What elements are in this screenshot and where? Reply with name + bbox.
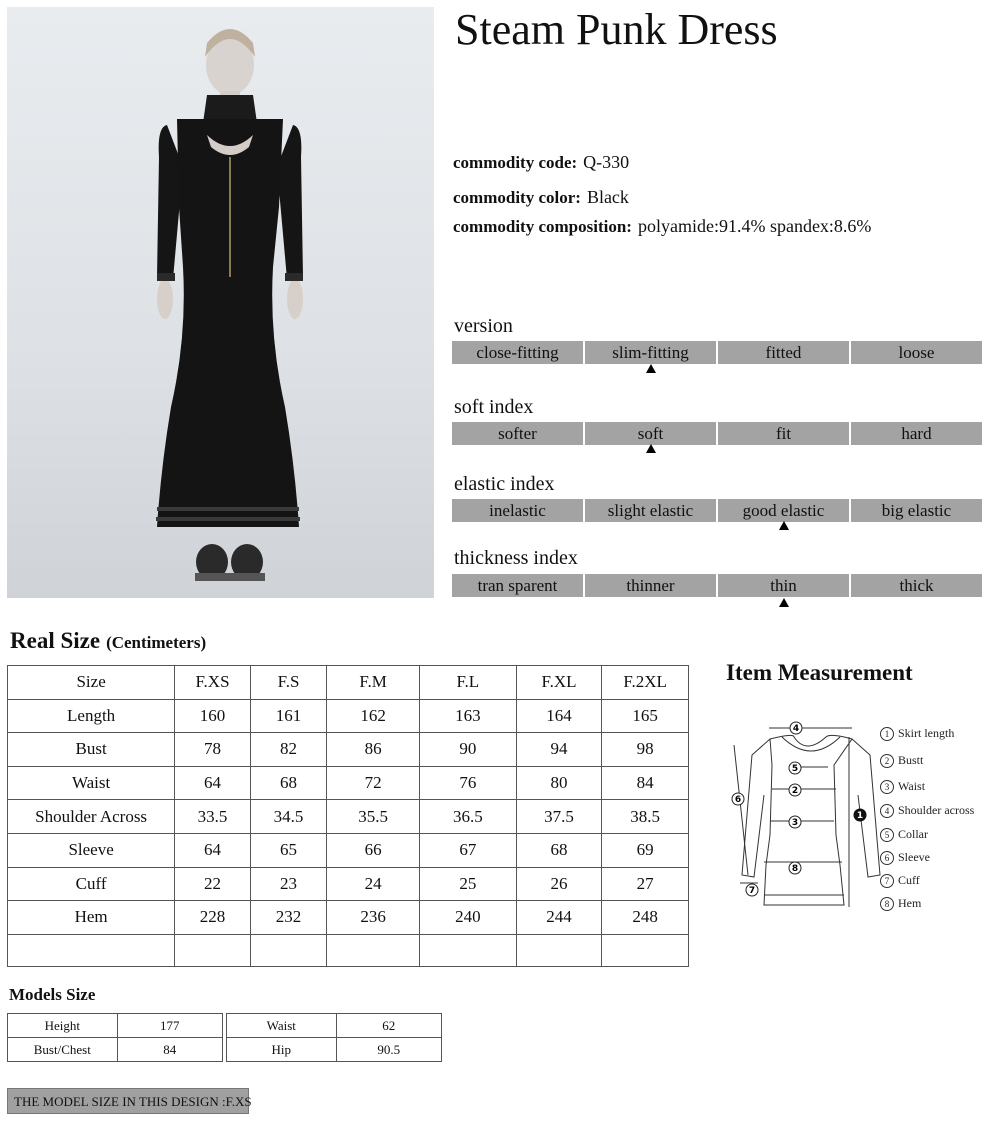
table-cell: 232 bbox=[250, 901, 327, 935]
spec-value: Black bbox=[586, 187, 629, 207]
index-label: elastic index bbox=[454, 473, 555, 495]
table-cell: Sleeve bbox=[8, 833, 175, 867]
product-photo bbox=[7, 7, 434, 598]
index-label: soft index bbox=[454, 396, 534, 418]
table-cell: Bust bbox=[8, 733, 175, 767]
table-cell: 94 bbox=[516, 733, 602, 767]
table-cell: 228 bbox=[175, 901, 251, 935]
legend-number: 3 bbox=[880, 780, 894, 794]
table-row bbox=[8, 833, 689, 867]
table-row bbox=[8, 1038, 223, 1062]
models-table-left bbox=[7, 1013, 223, 1062]
item-measurement-title: Item Measurement bbox=[726, 660, 913, 685]
table-cell: 62 bbox=[336, 1014, 442, 1038]
legend-item bbox=[880, 753, 923, 768]
index-option: thin bbox=[718, 574, 849, 597]
index-option: slight elastic bbox=[585, 499, 716, 522]
real-size-unit: (Centimeters) bbox=[106, 633, 207, 652]
size-table bbox=[7, 665, 689, 967]
legend-number: 6 bbox=[880, 851, 894, 865]
table-cell: 163 bbox=[419, 699, 516, 733]
table-cell: 23 bbox=[250, 867, 327, 901]
svg-text:7: 7 bbox=[748, 886, 756, 896]
table-cell: 90 bbox=[419, 733, 516, 767]
table-cell: 90.5 bbox=[336, 1038, 442, 1062]
index-scale-row bbox=[452, 574, 982, 597]
selected-marker-icon bbox=[646, 444, 656, 453]
table-row bbox=[227, 1014, 442, 1038]
legend-item bbox=[880, 827, 928, 842]
table-cell: 37.5 bbox=[516, 800, 602, 834]
table-cell: 161 bbox=[250, 699, 327, 733]
legend-item bbox=[880, 803, 974, 818]
table-cell: 244 bbox=[516, 901, 602, 935]
spec-code bbox=[453, 152, 629, 173]
table-cell: 27 bbox=[602, 867, 689, 901]
table-cell: 240 bbox=[419, 901, 516, 935]
table-cell-empty bbox=[516, 934, 602, 966]
table-cell: Waist bbox=[227, 1014, 337, 1038]
index-option: thinner bbox=[585, 574, 716, 597]
table-cell: F.XS bbox=[175, 666, 251, 700]
svg-text:6: 6 bbox=[734, 795, 742, 805]
table-cell: F.M bbox=[327, 666, 420, 700]
legend-item bbox=[880, 850, 930, 865]
table-row bbox=[8, 733, 689, 767]
index-option: big elastic bbox=[851, 499, 982, 522]
dress-model-illustration bbox=[7, 7, 434, 598]
index-option: thick bbox=[851, 574, 982, 597]
table-cell: 162 bbox=[327, 699, 420, 733]
legend-label: Skirt length bbox=[898, 726, 955, 740]
table-row bbox=[8, 901, 689, 935]
table-row bbox=[8, 699, 689, 733]
index-scale-row bbox=[452, 422, 982, 445]
table-cell: Size bbox=[8, 666, 175, 700]
table-cell: 25 bbox=[419, 867, 516, 901]
table-cell: 82 bbox=[250, 733, 327, 767]
svg-text:1: 1 bbox=[856, 811, 864, 821]
table-row-empty bbox=[8, 934, 689, 966]
legend-item bbox=[880, 873, 920, 888]
spec-label: commodity color: bbox=[453, 188, 581, 207]
table-cell: Cuff bbox=[8, 867, 175, 901]
table-cell: 76 bbox=[419, 766, 516, 800]
svg-text:8: 8 bbox=[791, 864, 799, 874]
legend-label: Collar bbox=[898, 827, 928, 841]
legend-label: Sleeve bbox=[898, 850, 930, 864]
table-cell: F.2XL bbox=[602, 666, 689, 700]
table-cell: Hem bbox=[8, 901, 175, 935]
table-cell: 177 bbox=[117, 1014, 222, 1038]
table-cell: Waist bbox=[8, 766, 175, 800]
legend-label: Waist bbox=[898, 779, 926, 793]
index-option: tran sparent bbox=[452, 574, 583, 597]
table-cell: 38.5 bbox=[602, 800, 689, 834]
legend-label: Cuff bbox=[898, 873, 920, 887]
legend-number: 5 bbox=[880, 828, 894, 842]
index-option: good elastic bbox=[718, 499, 849, 522]
table-row bbox=[8, 800, 689, 834]
table-cell: 22 bbox=[175, 867, 251, 901]
table-cell: F.L bbox=[419, 666, 516, 700]
legend-number: 2 bbox=[880, 754, 894, 768]
svg-text:4: 4 bbox=[792, 724, 800, 734]
index-option: softer bbox=[452, 422, 583, 445]
legend-label: Bustt bbox=[898, 753, 924, 767]
table-cell: 248 bbox=[602, 901, 689, 935]
index-label: thickness index bbox=[454, 547, 578, 569]
legend-number: 7 bbox=[880, 874, 894, 888]
index-label: version bbox=[454, 315, 513, 337]
real-size-title bbox=[10, 628, 206, 654]
legend-item bbox=[880, 779, 925, 794]
index-option: close-fitting bbox=[452, 341, 583, 364]
legend-number: 8 bbox=[880, 897, 894, 911]
spec-color bbox=[453, 187, 629, 208]
svg-text:3: 3 bbox=[791, 818, 799, 828]
legend-number: 4 bbox=[880, 804, 894, 818]
table-cell-empty bbox=[250, 934, 327, 966]
table-cell: 84 bbox=[117, 1038, 222, 1062]
spec-label: commodity code: bbox=[453, 153, 578, 172]
table-row bbox=[8, 1014, 223, 1038]
index-scale-row bbox=[452, 341, 982, 364]
table-cell: 66 bbox=[327, 833, 420, 867]
table-cell: 64 bbox=[175, 766, 251, 800]
legend-item bbox=[880, 726, 954, 741]
table-cell: 165 bbox=[602, 699, 689, 733]
table-cell: 35.5 bbox=[327, 800, 420, 834]
table-cell: 33.5 bbox=[175, 800, 251, 834]
table-cell: 65 bbox=[250, 833, 327, 867]
table-row bbox=[8, 766, 689, 800]
table-cell: Shoulder Across bbox=[8, 800, 175, 834]
table-cell: Height bbox=[8, 1014, 118, 1038]
selected-marker-icon bbox=[779, 598, 789, 607]
selected-marker-icon bbox=[779, 521, 789, 530]
table-cell-empty bbox=[175, 934, 251, 966]
table-cell: 98 bbox=[602, 733, 689, 767]
index-scale-row bbox=[452, 499, 982, 522]
table-cell: 69 bbox=[602, 833, 689, 867]
spec-composition bbox=[453, 216, 871, 237]
table-cell-empty bbox=[327, 934, 420, 966]
table-cell: 160 bbox=[175, 699, 251, 733]
index-option: inelastic bbox=[452, 499, 583, 522]
index-option: soft bbox=[585, 422, 716, 445]
table-cell: 68 bbox=[250, 766, 327, 800]
selected-marker-icon bbox=[646, 364, 656, 373]
table-cell: 34.5 bbox=[250, 800, 327, 834]
table-cell-empty bbox=[419, 934, 516, 966]
table-cell: 84 bbox=[602, 766, 689, 800]
table-cell: 36.5 bbox=[419, 800, 516, 834]
table-cell: 68 bbox=[516, 833, 602, 867]
table-cell: 78 bbox=[175, 733, 251, 767]
table-cell: 86 bbox=[327, 733, 420, 767]
table-cell: 67 bbox=[419, 833, 516, 867]
table-cell: Bust/Chest bbox=[8, 1038, 118, 1062]
model-size-note: THE MODEL SIZE IN THIS DESIGN :F.XS bbox=[7, 1088, 249, 1114]
table-cell: 80 bbox=[516, 766, 602, 800]
index-option: hard bbox=[851, 422, 982, 445]
table-cell: 164 bbox=[516, 699, 602, 733]
svg-text:2: 2 bbox=[791, 786, 799, 796]
table-cell: 236 bbox=[327, 901, 420, 935]
table-cell-empty bbox=[8, 934, 175, 966]
table-cell: F.S bbox=[250, 666, 327, 700]
models-size-title: Models Size bbox=[9, 985, 96, 1004]
table-cell: Length bbox=[8, 699, 175, 733]
table-row bbox=[8, 867, 689, 901]
index-option: fitted bbox=[718, 341, 849, 364]
spec-label: commodity composition: bbox=[453, 217, 632, 236]
real-size-label: Real Size bbox=[10, 628, 101, 653]
spec-value: polyamide:91.4% spandex:8.6% bbox=[637, 216, 872, 236]
table-cell: 64 bbox=[175, 833, 251, 867]
table-cell: 26 bbox=[516, 867, 602, 901]
legend-item bbox=[880, 896, 921, 911]
spec-value: Q-330 bbox=[583, 152, 630, 172]
table-cell: 24 bbox=[327, 867, 420, 901]
table-cell: F.XL bbox=[516, 666, 602, 700]
product-title: Steam Punk Dress bbox=[455, 5, 778, 54]
size-table-header bbox=[8, 666, 689, 700]
legend-label: Shoulder across bbox=[898, 803, 975, 817]
legend-label: Hem bbox=[898, 896, 922, 910]
index-option: fit bbox=[718, 422, 849, 445]
svg-text:5: 5 bbox=[791, 764, 799, 774]
table-cell-empty bbox=[602, 934, 689, 966]
legend-number: 1 bbox=[880, 727, 894, 741]
table-cell: 72 bbox=[327, 766, 420, 800]
table-cell: Hip bbox=[227, 1038, 337, 1062]
models-table-right bbox=[226, 1013, 442, 1062]
index-option: loose bbox=[851, 341, 982, 364]
index-option: slim-fitting bbox=[585, 341, 716, 364]
table-row bbox=[227, 1038, 442, 1062]
